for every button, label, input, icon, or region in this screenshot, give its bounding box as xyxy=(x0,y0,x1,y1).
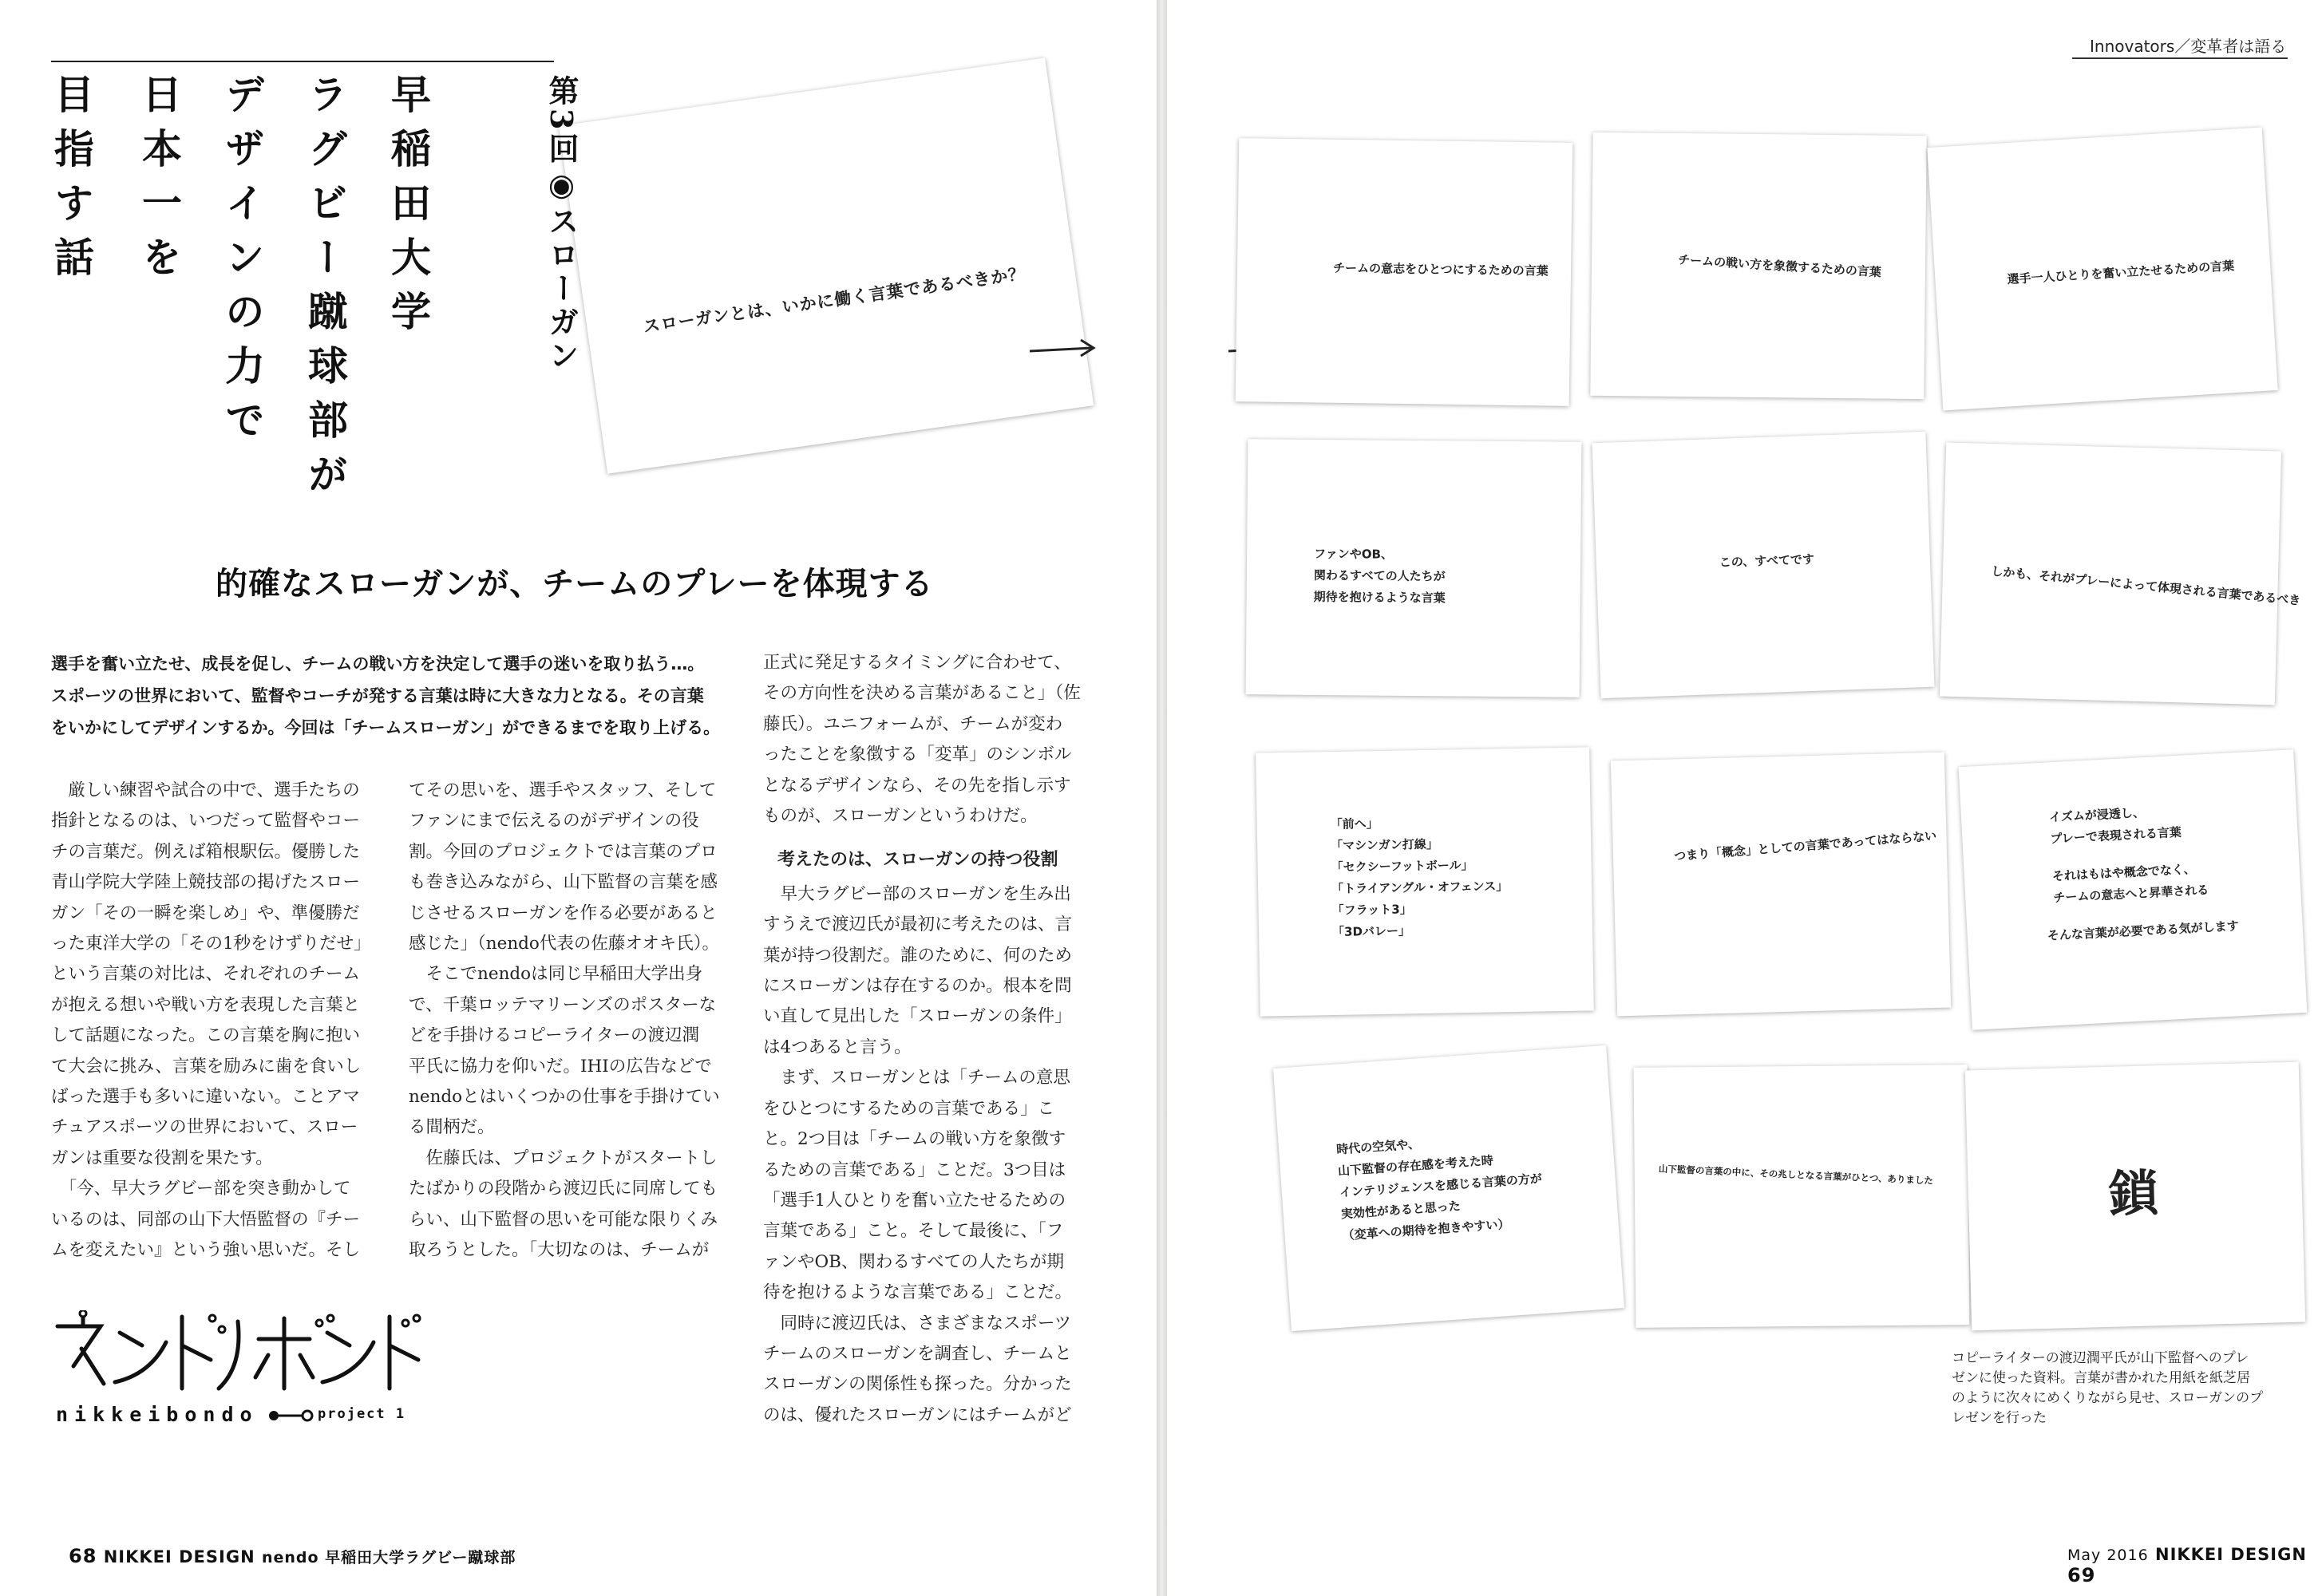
body-line: 「選手1人ひとりを奮い立たせるための xyxy=(763,1190,1066,1211)
slide-card-text xyxy=(1330,811,1509,943)
body-line: いるのは、同部の山下大悟監督の『チー xyxy=(51,1209,361,1230)
body-line: 待を抱けるような言葉である」ことだ。 xyxy=(763,1282,1073,1303)
slide-card-4 xyxy=(1246,439,1582,697)
body-line: 指針となるのは、いつだって監督やコー xyxy=(51,811,361,832)
slide-card-line: 「3Dバレー」 xyxy=(1331,923,1411,940)
slide-card-text: チームの戦い方を象徴するための言葉 xyxy=(1677,252,1882,280)
slide-card-5 xyxy=(1592,432,1935,698)
logo-subtitle: nikkeibondo xyxy=(56,1403,259,1426)
left-folio xyxy=(69,1545,516,1567)
body-line: そこでnendoは同じ早稲田大学出身 xyxy=(409,964,703,985)
slide-card-text: 山下監督の言葉の中に、その兆しとなる言葉がひとつ、ありました xyxy=(1658,1163,1934,1187)
body-line: たばかりの段階から渡辺氏に同席しても xyxy=(409,1179,718,1199)
spine-gutter xyxy=(1157,0,1167,1596)
title-column-1: 早稲田大学 xyxy=(385,73,431,345)
section-subhead: 考えたのは、スローガンの持つ役割 xyxy=(777,850,1058,871)
body-line: スローガンの関係性も探った。分かった xyxy=(763,1374,1072,1395)
body-line: が抱える想いや戦い方を表現した言葉と xyxy=(51,994,361,1015)
caption-line: コピーライターの渡辺潤平氏が山下監督へのプレ xyxy=(1952,1350,2249,1366)
body-line: 葉が持つ役割だ。誰のために、何のため xyxy=(763,945,1073,966)
title-column-4: 日本一を xyxy=(136,73,182,290)
slide-card-2 xyxy=(1590,132,1926,399)
page-number: 69 xyxy=(2067,1564,2096,1586)
slide-card-1 xyxy=(1236,138,1573,406)
issue-date: May 2016 xyxy=(2067,1547,2149,1564)
slide-card-7 xyxy=(1256,747,1594,1016)
body-line: 厳しい練習や試合の中で、選手たちの xyxy=(51,780,360,800)
lead-line: スポーツの世界において、監督やコーチが発する言葉は時に大きな力となる。その言葉 xyxy=(51,686,704,705)
slide-card-line: そんな言葉が必要である気がします xyxy=(2047,918,2240,943)
slide-card-line: プレーで表現される言葉 xyxy=(2050,824,2182,847)
slide-card-line: 時代の空気や、 xyxy=(1335,1136,1421,1157)
body-line: ファンにまで伝えるのがデザインの役 xyxy=(409,811,699,832)
slide-card-text: しかも、それがプレーによって体現される言葉であるべき xyxy=(1990,563,2302,608)
logo-project-label: project 1 xyxy=(318,1406,406,1422)
body-column-2 xyxy=(409,776,720,1266)
body-line: 感じた」（nendo代表の佐藤オオキ氏）。 xyxy=(409,934,719,954)
slide-card-line: 関わるすべての人たちが xyxy=(1313,567,1446,584)
slide-card-6 xyxy=(1940,443,2302,705)
body-line: どを手掛けるコピーライターの渡辺潤 xyxy=(409,1025,699,1046)
body-line: 青山学院大学陸上競技部の掲げたスロー xyxy=(51,872,361,893)
body-line: ガン「その一瞬を楽しめ」や、準優勝だ xyxy=(51,903,360,923)
slide-card-line: イズムが浸透し、 xyxy=(2048,805,2146,825)
body-line: 早大ラグビー部のスローガンを生み出 xyxy=(763,883,1071,904)
body-line: 佐藤氏は、プロジェクトがスタートし xyxy=(409,1148,718,1168)
slide-card-line: 「フラット3」 xyxy=(1331,902,1412,918)
caption-line: ゼンに使った資料。言葉が書かれた用紙を紙芝居 xyxy=(1952,1370,2250,1386)
body-line: 言葉である」こと。そして最後に、「フ xyxy=(763,1221,1064,1242)
slide-card-line: 実効性があると思った xyxy=(1340,1199,1462,1222)
body-line: は4つあると言う。 xyxy=(763,1037,912,1057)
slide-card-line: ファンやOB、 xyxy=(1314,546,1394,562)
magazine-name: NIKKEI DESIGN xyxy=(2155,1545,2307,1564)
body-line: 藤氏）。ユニフォームが、チームが変わ xyxy=(763,713,1063,734)
body-line: その方向性を決める言葉があること」（佐 xyxy=(763,683,1081,704)
arrow-right-icon xyxy=(1028,337,1097,361)
slide-card-text: チームの意志をひとつにするための言葉 xyxy=(1332,260,1549,279)
body-line: して話題になった。この言葉を胸に抱い xyxy=(51,1025,361,1046)
body-line: じさせるスローガンを作る必要があると xyxy=(409,903,718,923)
page-number: 68 xyxy=(69,1545,97,1567)
series-label: 第3回◉スローガン xyxy=(544,75,580,373)
body-line: ばった選手も多いに違いない。ことアマ xyxy=(51,1087,361,1108)
slide-card-line: インテリジェンスを感じる言葉の方が xyxy=(1339,1171,1543,1200)
body-line: い直して見出した「スローガンの条件」 xyxy=(763,1006,1072,1027)
body-line: チの言葉だ。例えば箱根駅伝。優勝した xyxy=(51,841,361,862)
lead-line: をいかにしてデザインするか。今回は「チームスローガン」ができるまでを取り上げる。 xyxy=(51,718,721,737)
body-line: ムを変えたい』という強い思いだ。そし xyxy=(51,1240,361,1261)
body-line: という言葉の対比は、それぞれのチーム xyxy=(51,964,361,985)
body-line: 同時に渡辺氏は、さまざまなスポーツ xyxy=(763,1313,1072,1333)
slide-card-line: それはもはや概念でなく、 xyxy=(2051,861,2196,884)
body-line: となるデザインなら、その先を指し示す xyxy=(763,775,1071,796)
body-line: ガンは重要な役割を果たす。 xyxy=(51,1148,273,1168)
right-folio xyxy=(2067,1545,2322,1586)
slide-card-kanji: 鎖 xyxy=(2107,1163,2159,1223)
body-line: 割。今回のプロジェクトでは言葉のプロ xyxy=(409,841,718,862)
slide-card-text xyxy=(1335,1125,1545,1246)
body-line: 取ろうとした。「大切なのは、チームが xyxy=(409,1240,710,1261)
slide-card-line: 期待を抱けるような言葉 xyxy=(1313,589,1446,606)
slide-card-line: 山下監督の存在感を考えた時 xyxy=(1337,1153,1494,1179)
article-headline: 的確なスローガンが、チームのプレーを体現する xyxy=(216,566,934,602)
body-line: 「今、早大ラグビー部を突き動かして xyxy=(51,1179,351,1199)
slide-card-text: この、すべてです xyxy=(1719,551,1815,570)
body-line: った東洋大学の「その1秒をけずりだせ」 xyxy=(51,934,371,954)
body-line: をひとつにするための言葉である」こ xyxy=(763,1098,1055,1119)
body-line: で、千葉ロッテマリーンズのポスターな xyxy=(409,994,717,1015)
body-line: のは、優れたスローガンにはチームがど xyxy=(763,1404,1072,1425)
slide-card-9 xyxy=(1959,749,2308,1030)
slide-card-11 xyxy=(1634,1065,1970,1328)
nendo-no-bondo-logo xyxy=(54,1310,421,1398)
body-line: チュアスポーツの世界において、スロー xyxy=(51,1117,358,1138)
body-line: にスローガンは存在するのか。根本を問 xyxy=(763,976,1072,997)
body-line: らい、山下監督の思いを可能な限りくみ xyxy=(409,1209,718,1230)
title-column-2: ラグビー蹴球部が xyxy=(302,73,348,508)
body-line: と。2つ目は「チームの戦い方を象徴す xyxy=(763,1129,1066,1150)
body-column-1 xyxy=(51,776,371,1266)
body-line: nendoとはいくつかの仕事を手掛けてい xyxy=(409,1087,720,1108)
slide-card-text: つまり「概念」としての言葉であってはならない xyxy=(1673,828,1937,864)
slide-card-8 xyxy=(1611,753,1951,1017)
slide-card-text: 選手一人ひとりを奮い立たせるための言葉 xyxy=(2007,258,2235,287)
body-line: 平氏に協力を仰いだ。IHIの広告などで xyxy=(409,1056,712,1077)
body-line: ものが、スローガンというわけだ。 xyxy=(763,806,1038,827)
slide-card-line: チームの意志へと昇華される xyxy=(2052,883,2209,906)
caption-line: レゼンを行った xyxy=(1952,1410,2047,1426)
body-line: ァンやOB、関わるすべての人たちが期 xyxy=(763,1251,1064,1272)
intro-card xyxy=(559,57,1094,473)
slide-card-line: 「セクシーフットボール」 xyxy=(1331,857,1474,875)
caption-line: のように次々にめくりながら見せ、スローガンのプ xyxy=(1952,1390,2264,1406)
title-top-rule xyxy=(51,61,554,62)
title-column-5: 目指す話 xyxy=(48,73,94,290)
magazine-name: NIKKEI DESIGN xyxy=(103,1547,255,1566)
body-line: すうえで渡辺氏が最初に考えたのは、言 xyxy=(763,915,1073,935)
section-header-rule xyxy=(2072,57,2288,59)
body-line: ったことを象徴する「変革」のシンボル xyxy=(763,745,1072,765)
body-line: 正式に発足するタイミングに合わせて、 xyxy=(763,653,1071,673)
body-line: まず、スローガンとは「チームの意思 xyxy=(763,1068,1070,1088)
lead-line: 選手を奮い立たせ、成長を促し、チームの戦い方を決定して選手の迷いを取り払う…。 xyxy=(51,654,705,674)
slide-card-text xyxy=(1314,543,1446,609)
photo-caption xyxy=(1952,1349,2263,1428)
right-page xyxy=(1167,0,2322,1596)
lead-paragraph xyxy=(51,648,730,744)
body-line: チームのスローガンを調査し、チームと xyxy=(763,1343,1072,1364)
intro-card-question: スローガンとは、いかに働く言葉であるべきか？ xyxy=(642,263,1027,337)
slide-card-text xyxy=(2048,797,2239,946)
title-column-3: デザインの力で xyxy=(219,73,265,453)
slide-card-line: 「前へ」 xyxy=(1330,816,1379,832)
body-column-3 xyxy=(763,648,1081,1431)
body-line: てその思いを、選手やスタッフ、そして xyxy=(409,780,717,800)
body-line: も巻き込みながら、山下監督の言葉を感 xyxy=(409,872,718,893)
body-line: て大会に挑み、言葉を励みに歯を食いし xyxy=(51,1056,362,1077)
folio-topic: nendo 早稲田大学ラグビー蹴球部 xyxy=(261,1549,516,1566)
slide-card-line: 「トライアングル・オフェンス」 xyxy=(1331,879,1509,897)
body-line: る間柄だ。 xyxy=(409,1117,495,1138)
slide-card-10 xyxy=(1273,1045,1624,1331)
logo-connector-icon xyxy=(267,1409,314,1422)
slide-card-12 xyxy=(1965,1062,2305,1331)
slide-card-3 xyxy=(1927,127,2277,410)
slide-card-line: 「マシンガン打線」 xyxy=(1331,836,1438,854)
body-line: るための言葉である」ことだ。3つ目は xyxy=(763,1159,1066,1180)
slide-card-line: （変革への期待を抱きやすい） xyxy=(1342,1216,1510,1243)
section-header: Innovators／変革者は語る xyxy=(2090,37,2287,56)
left-page xyxy=(0,0,1157,1596)
